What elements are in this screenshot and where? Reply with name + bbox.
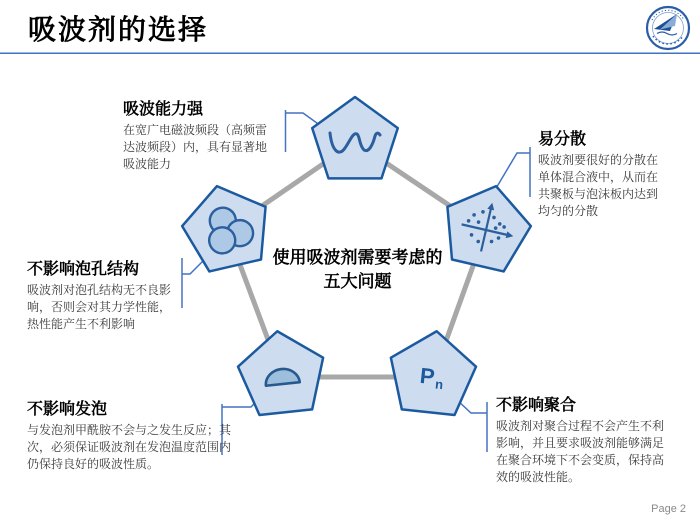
callout-foaming-heading: 不影响发泡	[27, 401, 108, 418]
callout-polymerization-body: 吸波剂对聚合过程不会产生不利影响，并且要求吸波剂能够满足在聚合环境下不会变质，保持高效的吸波性能。	[496, 419, 665, 484]
callout-absorption-body: 在宽广电磁波频段（高频雷达波频段）内，具有显著地吸波能力	[123, 123, 268, 171]
polymer-symbol: P	[418, 362, 436, 390]
pentagon-shape	[312, 97, 398, 178]
pentagon-dome	[235, 327, 329, 417]
leader-elbow-pore	[182, 259, 205, 274]
callout-foaming	[27, 396, 232, 473]
callout-pore-structure-body: 吸波剂对泡孔结构无不良影响，否则会对其力学性能，热性能产生不利影响	[27, 283, 172, 331]
callout-dispersion-body: 吸波剂要很好的分散在单体混合液中，从而在共聚板与泡沫板内达到均匀的分散	[538, 153, 659, 218]
callout-dispersion-heading: 易分散	[538, 131, 587, 148]
callout-foaming-body: 与发泡剂甲酰胺不会与之发生反应；其次，必须保证吸波剂在发泡温度范围内仍保持良好的吸波性质。	[27, 423, 232, 471]
page-number: Page 2	[651, 503, 686, 515]
callout-pore-structure-heading: 不影响泡孔结构	[27, 261, 140, 278]
callout-pore-structure	[27, 256, 179, 333]
pentagon-polymer	[386, 327, 480, 417]
callout-absorption	[123, 96, 268, 173]
callout-dispersion	[538, 126, 666, 220]
leader-elbow-disperse	[495, 153, 530, 190]
center-label-line1: 使用吸波剂需要考虑的	[272, 248, 443, 268]
callout-polymerization	[496, 392, 674, 486]
pentagon-wave	[312, 97, 398, 178]
callout-absorption-heading: 吸波能力强	[123, 101, 204, 118]
polymer-subscript: n	[434, 376, 444, 393]
center-question-label	[250, 247, 465, 295]
page-title: 吸波剂的选择	[28, 13, 209, 46]
callout-polymerization-heading: 不影响聚合	[496, 397, 577, 414]
center-label-line2: 五大问题	[323, 271, 392, 292]
